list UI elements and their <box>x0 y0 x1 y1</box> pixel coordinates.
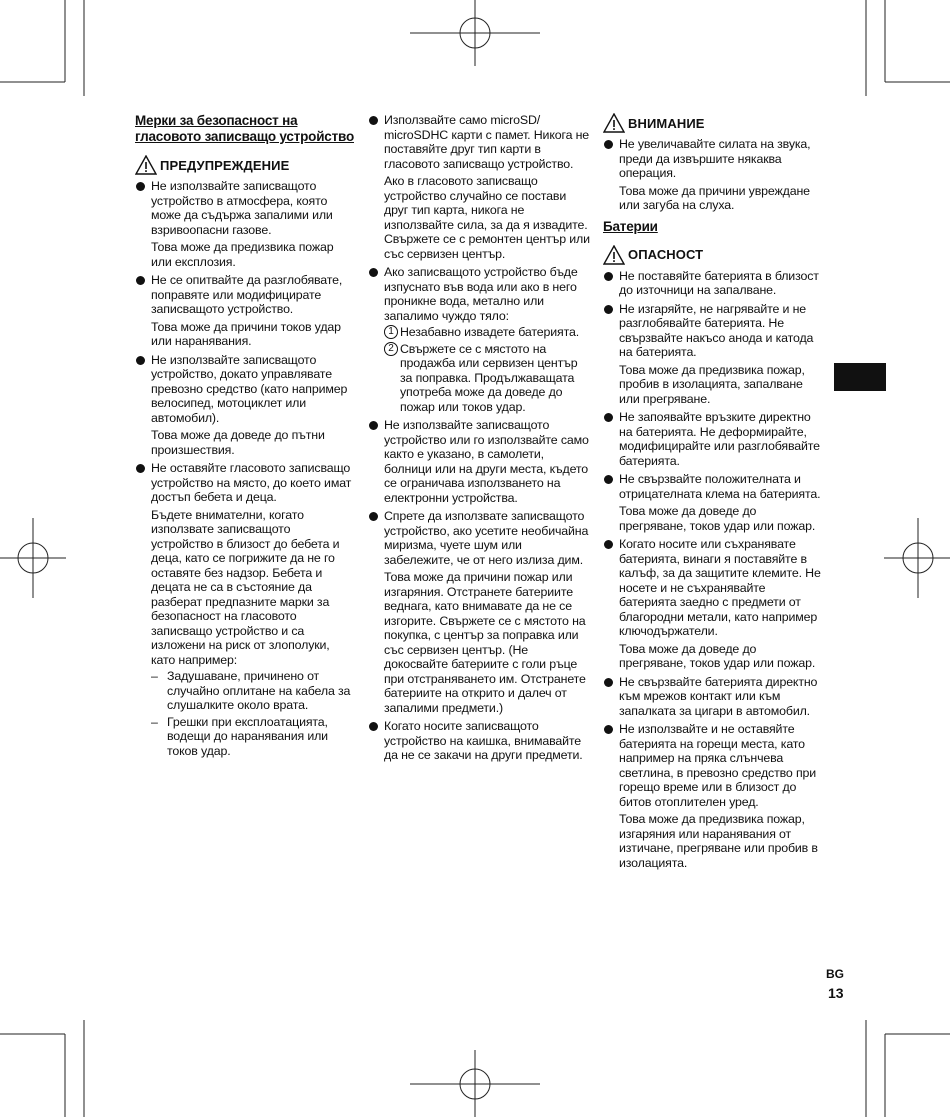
item-note: Това може да предизвика пожар или експлозия. <box>151 240 334 269</box>
step-number: 2 <box>384 342 398 356</box>
item-note: Това може да доведе до прегряване, токов удар или пожар. <box>619 641 816 670</box>
item-note: Това може да причини увреждане или загуба на слуха. <box>619 183 810 212</box>
list-item <box>603 137 825 213</box>
page-language: BG <box>826 967 844 981</box>
section-heading-batteries: Батерии <box>603 218 658 234</box>
item-text: Не оставяйте гласовото записващо устройство на място, до което имат достъп бебета и деца. <box>151 461 352 504</box>
warning-header <box>135 155 355 175</box>
item-text: Спрете да използвате записващото устройство, ако усетите необичайна миризма, чуете шум или забележите, че от него излиза дим. <box>384 509 589 567</box>
list-item <box>603 410 825 468</box>
list-item <box>603 675 825 719</box>
bullet-icon <box>369 421 378 430</box>
caution-title: ВНИМАНИЕ <box>628 115 705 131</box>
warning-title: ПРЕДУПРЕЖДЕНИЕ <box>160 157 290 173</box>
dash-text: Задушаване, причинено от случайно оплитане на кабела за слушалките около врата. <box>167 669 351 712</box>
warning-triangle-icon <box>603 113 625 133</box>
item-text: Не свързвайте положителната и отрицателната клема на батерията. <box>619 472 821 501</box>
item-note: Това може да причини токов удар или наранявания. <box>151 319 341 348</box>
item-text: Не запоявайте връзките директно на батерията. Не деформирайте, модифицирайте или разглобявайте батерията. <box>619 410 820 468</box>
dash-item <box>151 715 355 759</box>
item-text: Когато носите или съхранявате батерията, винаги я поставяйте в калъф, за да защитите клемите. Не носете и не съхранявайте батерията заедно с предмети от благородни метали, като например ключодържатели. <box>619 537 821 638</box>
bullet-icon <box>604 725 613 734</box>
item-text: Ако записващото устройство бъде изпуснато във вода или ако в него проникне вода, метално или запалимо чуждо тяло: <box>384 265 578 323</box>
bullet-icon <box>136 276 145 285</box>
list-item <box>603 722 825 870</box>
item-note: Ако в гласовото записващо устройство случайно се постави друг тип карта, никога не използвайте сила, за да я извадите. Свържете се с ремонтен център или със сервизен център. <box>384 174 590 261</box>
list-item <box>368 418 590 505</box>
bullet-icon <box>604 413 613 422</box>
dash-item <box>151 669 355 713</box>
danger-header <box>603 245 825 265</box>
bullet-icon <box>136 182 145 191</box>
step-item <box>384 342 590 415</box>
dash-text: Грешки при експлоатацията, водещи до наранявания или токов удар. <box>167 714 328 758</box>
item-text: Не използвайте и не оставяйте батерията на горещи места, като например на пряка слънчева светлина, в превозно средство при горещо време или в близост до битов отоплителен уред. <box>619 722 817 809</box>
bullet-icon <box>369 722 378 731</box>
dash-icon: – <box>151 714 158 729</box>
list-item <box>368 113 590 261</box>
bullet-icon <box>369 116 378 125</box>
item-note: Това може да доведе до пътни произшествия. <box>151 428 325 457</box>
warning-triangle-icon <box>603 245 625 265</box>
list-item <box>135 179 355 269</box>
bullet-icon <box>604 540 613 549</box>
item-note: Бъдете внимателни, когато използвате записващото устройство в близост до бебета и деца, като се погрижите да не го оставяте без надзор. Бебета и децата не са в състояние да разберат предпазните марки за безопасност на гласовото записващо устройство и са изложени на риск от злополуки, като например: <box>151 507 340 667</box>
item-text: Не изгаряйте, не нагрявайте и не разглобявайте батерията. Не свързвайте накъсо анода и катода на батерията. <box>619 301 814 359</box>
step-text: Свържете се с мястото на продажба или сервизен център за поправка. Продължаващата употреба може да доведе до пожар или токов удар. <box>400 341 578 414</box>
bullet-icon <box>369 512 378 521</box>
list-item <box>603 537 825 671</box>
step-text: Незабавно извадете батерията. <box>400 325 580 339</box>
list-item <box>603 472 825 533</box>
bullet-icon <box>604 305 613 314</box>
section-heading-safety: Мерки за безопасност на гласовото записващо устройство <box>135 113 354 144</box>
danger-title: ОПАСНОСТ <box>628 247 704 262</box>
bullet-icon <box>369 268 378 277</box>
bullet-icon <box>604 678 613 687</box>
step-item <box>384 325 590 340</box>
section-tab-marker <box>834 363 886 391</box>
bullet-icon <box>136 464 145 473</box>
item-note: Това може да доведе до прегряване, токов удар или пожар. <box>619 504 816 533</box>
item-text: Не използвайте записващото устройство, докато управлявате превозно средство (като например велосипед, мотоциклет или автомобил). <box>151 352 348 425</box>
bullet-icon <box>604 140 613 149</box>
bullet-icon <box>136 356 145 365</box>
item-text: Не използвайте записващото устройство в атмосфера, която може да съдържа запалими или взривоопасни газове. <box>151 179 333 237</box>
bullet-icon <box>604 475 613 484</box>
list-item <box>135 461 355 758</box>
page-number: 13 <box>828 985 844 1001</box>
item-note: Това може да предизвика пожар, пробив в изолацията, запалване или прегряване. <box>619 362 805 406</box>
item-text: Когато носите записващото устройство на каишка, внимавайте да не се закачи на други предмети. <box>384 719 583 762</box>
item-note: Това може да причини пожар или изгаряния. Отстранете батериите веднага, като внимавате да не се изгорите. Свържете се с мястото на покупка, с център за поправка или със сервизен център. (Не докосвайте батериите с голи ръце при отстраняването им. Отстранете батериите на открито и далеч от запалими предмети.) <box>384 570 586 715</box>
item-text: Не се опитвайте да разглобявате, поправяте или модифицирате записващото устройство. <box>151 273 343 316</box>
item-text: Не увеличавайте силата на звука, преди да извършите някаква операция. <box>619 137 811 180</box>
list-item <box>368 509 590 715</box>
list-item <box>368 265 590 414</box>
list-item <box>603 302 825 407</box>
step-number: 1 <box>384 325 398 339</box>
item-text: Не поставяйте батерията в близост до източници на запалване. <box>619 268 819 297</box>
list-item <box>135 353 355 458</box>
caution-header <box>603 113 825 133</box>
warning-triangle-icon <box>135 155 157 175</box>
dash-icon: – <box>151 669 158 683</box>
bullet-icon <box>604 272 613 281</box>
column-1 <box>135 113 355 762</box>
list-item <box>368 719 590 763</box>
list-item <box>603 269 825 298</box>
column-2 <box>368 113 590 767</box>
item-text: Не свързвайте батерията директно към мрежов контакт или към запалката за цигари в автомобил. <box>619 674 818 718</box>
item-text: Използвайте само microSD/ microSDHC карти с памет. Никога не поставяйте друг тип карти в гласовото записващо устройство. <box>384 113 590 171</box>
list-item <box>135 273 355 349</box>
item-note: Това може да предизвика пожар, изгаряния или наранявания от изтичане, прегряване или пробив в изолацията. <box>619 812 818 870</box>
column-3 <box>603 113 825 874</box>
item-text: Не използвайте записващото устройство или го използвайте само както е указано, в самолети, болници или на други места, където се ограничава използването на електронни устройства. <box>384 418 589 505</box>
